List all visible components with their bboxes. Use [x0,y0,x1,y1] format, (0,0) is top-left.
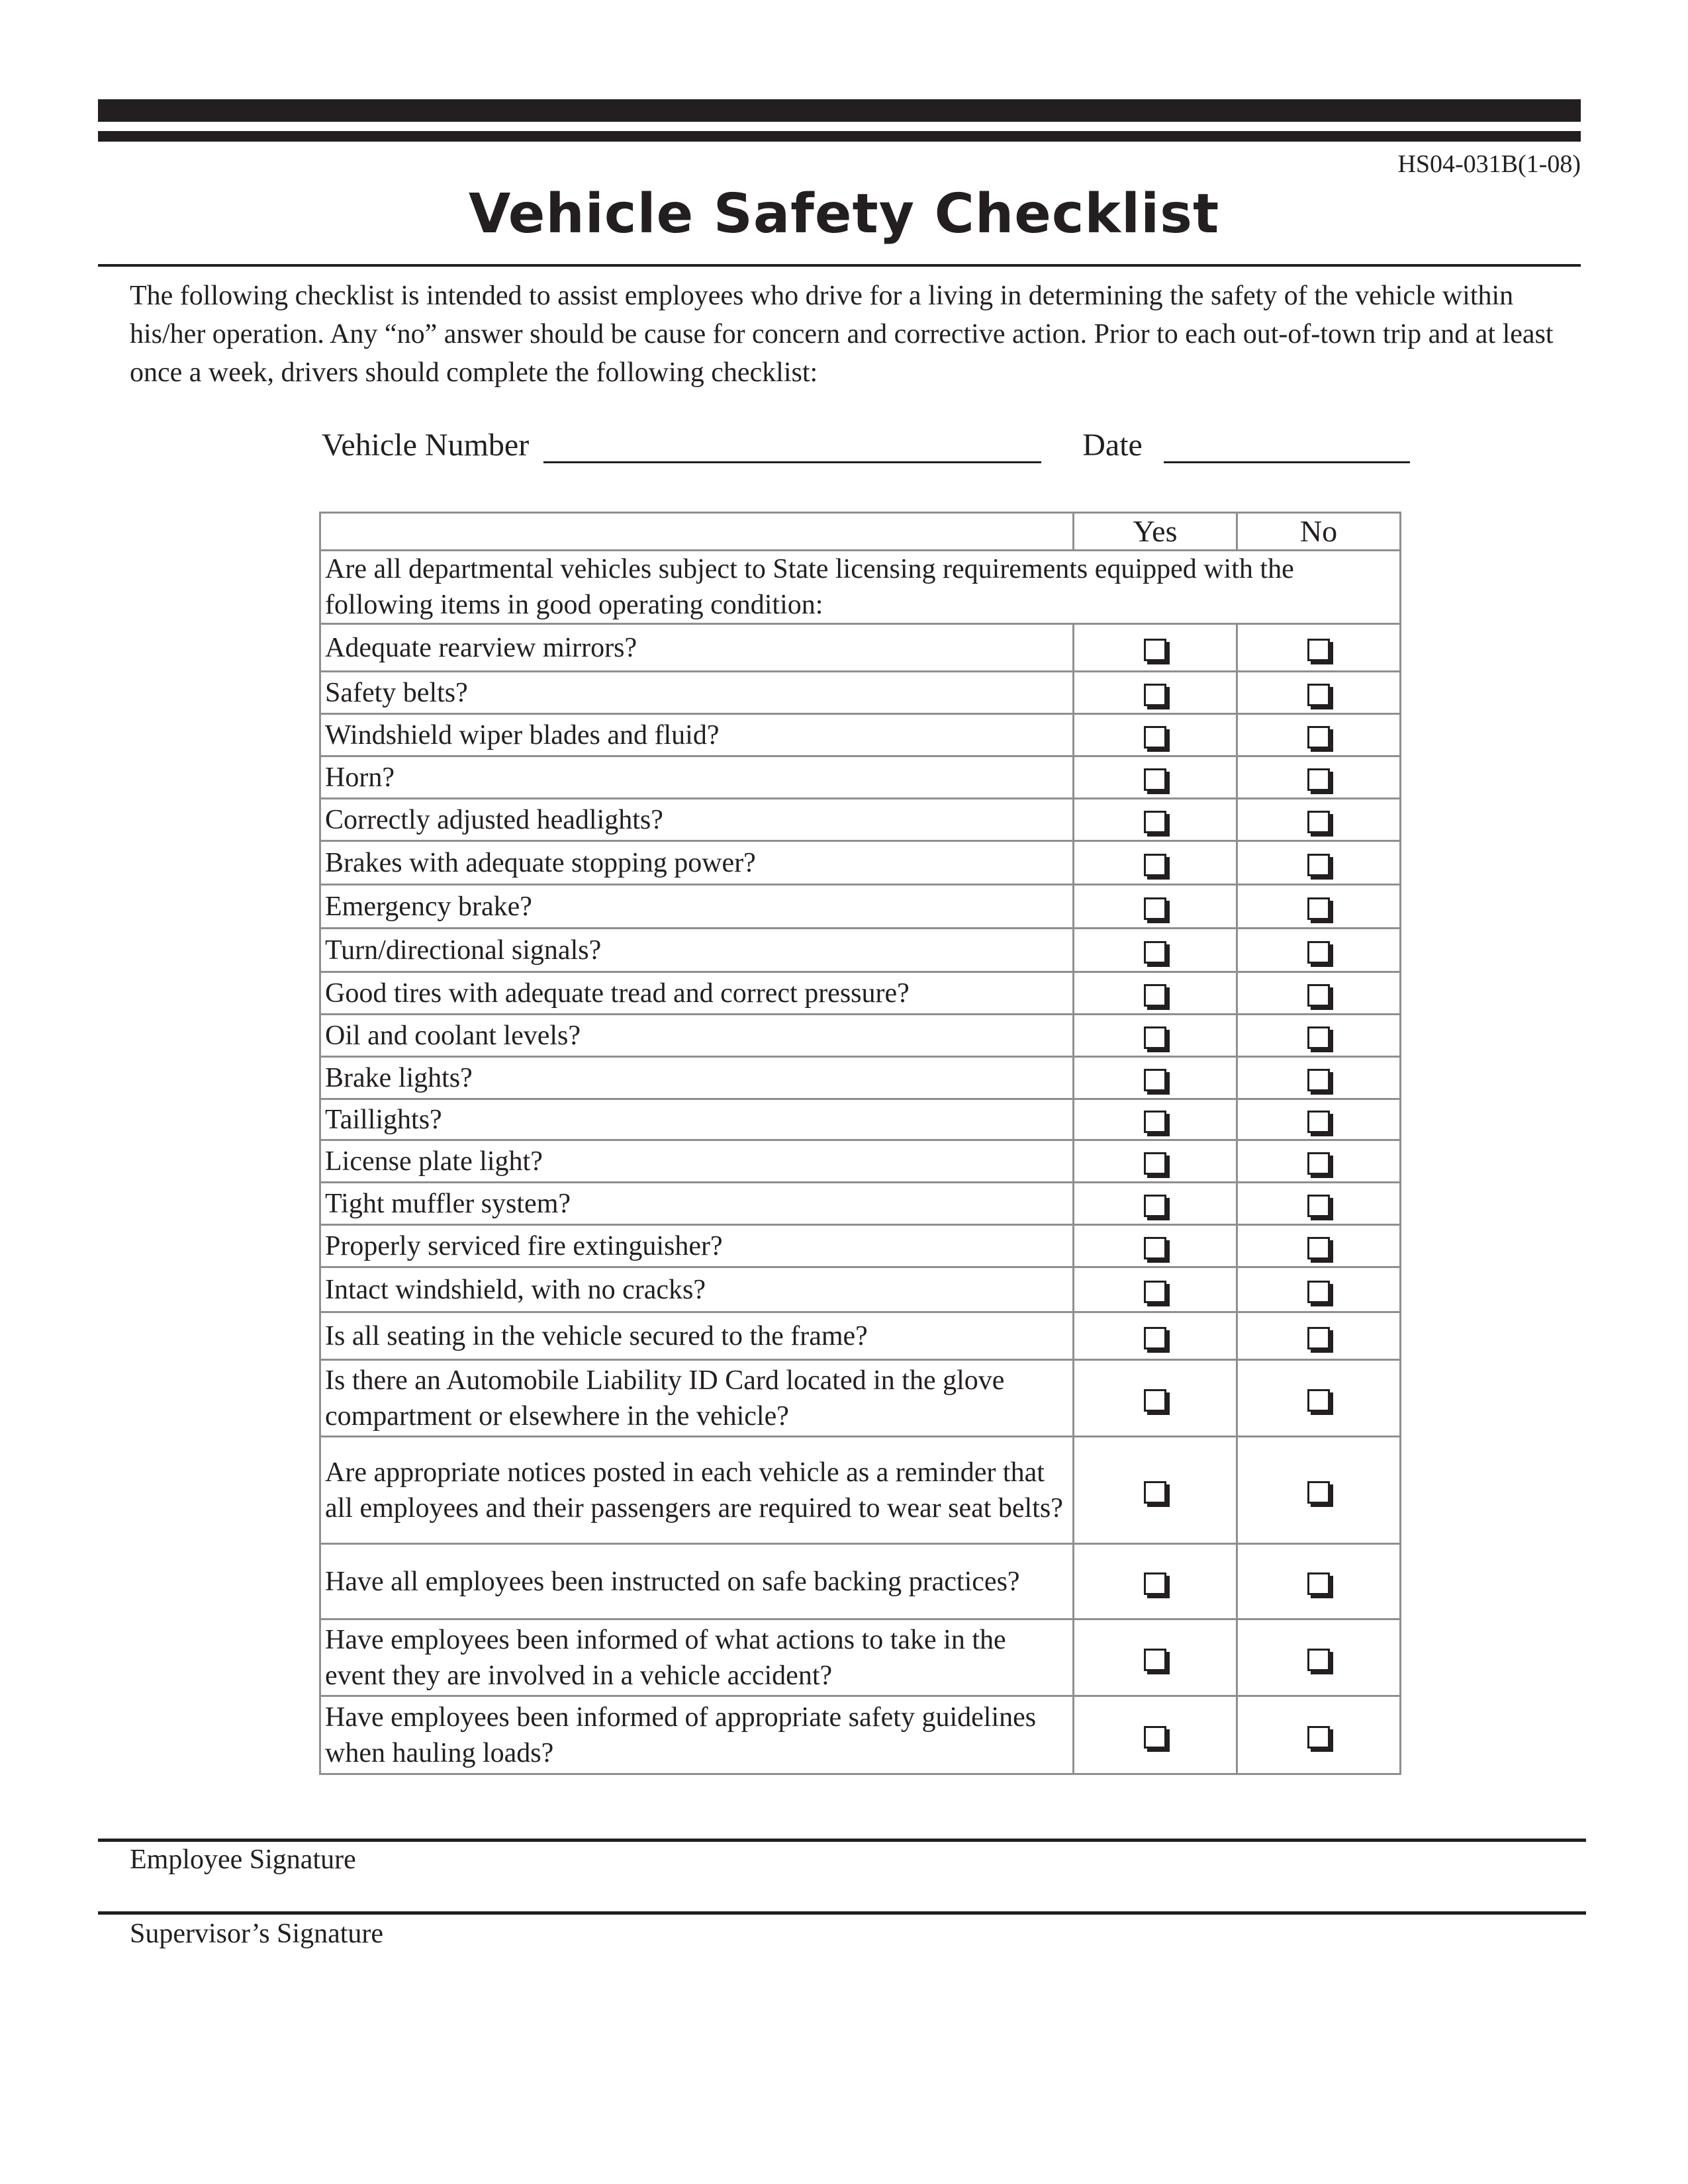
checklist-question: Adequate rearview mirrors? [320,624,1074,672]
title-rule [98,264,1581,267]
intro-text: The following checklist is intended to assist employees who drive for a living in determining the safety of the vehicle within his/her operation. Any “no” answer should be cause for concern and corrective action. Prior to each out-of-town trip and at least once a week, drivers should complete the following checklist: [130,281,1554,388]
checklist-question: Windshield wiper blades and fluid? [320,714,1074,756]
yes-checkbox[interactable] [1144,1572,1166,1595]
yes-cell [1074,756,1237,799]
vehicle-info-row [322,427,1410,463]
checklist-question: License plate light? [320,1140,1074,1183]
no-cell [1237,1437,1401,1544]
no-checkbox[interactable] [1307,1026,1330,1049]
no-cell [1237,1099,1401,1140]
no-cell [1237,1696,1401,1774]
checklist-row [320,972,1401,1015]
checklist-row [320,1437,1401,1544]
yes-checkbox[interactable] [1144,941,1166,964]
checklist-question: Have all employees been instructed on safe backing practices? [320,1544,1074,1619]
checklist-question: Have employees been informed of appropriate safety guidelines when hauling loads? [320,1696,1074,1774]
yes-checkbox[interactable] [1144,1281,1166,1303]
no-cell [1237,799,1401,841]
checklist-question: Properly serviced fire extinguisher? [320,1225,1074,1267]
checklist-question: Tight muffler system? [320,1183,1074,1225]
yes-cell [1074,1015,1237,1057]
no-cell [1237,1183,1401,1225]
supervisor-signature-line[interactable] [98,1911,1586,1915]
no-checkbox[interactable] [1307,1481,1330,1504]
no-cell [1237,1312,1401,1360]
yes-cell [1074,1099,1237,1140]
no-cell [1237,714,1401,756]
no-checkbox[interactable] [1307,1237,1330,1259]
no-checkbox[interactable] [1307,1281,1330,1303]
no-cell [1237,1360,1401,1437]
header-thin-rule [98,131,1581,142]
yes-checkbox[interactable] [1144,854,1166,876]
checklist-row [320,756,1401,799]
no-checkbox[interactable] [1307,941,1330,964]
yes-checkbox[interactable] [1144,1152,1166,1175]
checklist-question: Have employees been informed of what actions to take in the event they are involved in a vehicle accident? [320,1619,1074,1696]
yes-cell [1074,1183,1237,1225]
header-blank-cell [320,513,1074,551]
no-header: No [1237,513,1401,551]
checklist-question: Correctly adjusted headlights? [320,799,1074,841]
section-intro: Are all departmental vehicles subject to State licensing requirements equipped with the following items in good operating condition: [320,551,1401,624]
checklist-row [320,1183,1401,1225]
checklist-question: Taillights? [320,1099,1074,1140]
yes-checkbox[interactable] [1144,1327,1166,1349]
section-intro-row [320,551,1401,624]
checklist-question: Safety belts? [320,672,1074,714]
checklist-row [320,672,1401,714]
checklist-row [320,799,1401,841]
yes-cell [1074,714,1237,756]
checklist-row [320,714,1401,756]
yes-cell [1074,1140,1237,1183]
yes-checkbox[interactable] [1144,1649,1166,1671]
no-checkbox[interactable] [1307,1726,1330,1749]
no-checkbox[interactable] [1307,984,1330,1007]
yes-checkbox[interactable] [1144,639,1166,661]
no-cell [1237,972,1401,1015]
checklist-row [320,1099,1401,1140]
no-cell [1237,1544,1401,1619]
table-header-row [320,513,1401,551]
yes-cell [1074,1360,1237,1437]
yes-cell [1074,672,1237,714]
checklist-row [320,1360,1401,1437]
yes-checkbox[interactable] [1144,768,1166,791]
no-cell [1237,1267,1401,1312]
yes-checkbox[interactable] [1144,1726,1166,1749]
no-checkbox[interactable] [1307,639,1330,661]
checklist-row [320,1696,1401,1774]
yes-cell [1074,1437,1237,1544]
yes-cell [1074,799,1237,841]
checklist-row [320,1057,1401,1099]
checklist-row [320,624,1401,672]
no-checkbox[interactable] [1307,1195,1330,1217]
no-checkbox[interactable] [1307,811,1330,833]
checklist-row [320,1225,1401,1267]
no-cell [1237,1140,1401,1183]
date-label: Date [1082,428,1143,463]
supervisor-signature-label: Supervisor’s Signature [130,1919,384,1949]
yes-checkbox[interactable] [1144,897,1166,920]
no-cell [1237,1057,1401,1099]
date-field[interactable] [1164,431,1410,463]
checklist-question: Emergency brake? [320,885,1074,929]
yes-checkbox[interactable] [1144,1237,1166,1259]
checklist-question: Is there an Automobile Liability ID Card located in the glove compartment or elsewhere in the vehicle? [320,1360,1074,1437]
yes-checkbox[interactable] [1144,684,1166,706]
header-thick-rule [98,99,1581,122]
no-checkbox[interactable] [1307,1111,1330,1133]
yes-checkbox[interactable] [1144,1111,1166,1133]
no-cell [1237,672,1401,714]
yes-checkbox[interactable] [1144,1481,1166,1504]
checklist-row [320,1312,1401,1360]
checklist-question: Are appropriate notices posted in each vehicle as a reminder that all employees and their passengers are required to wear seat belts? [320,1437,1074,1544]
checklist-table [319,512,1401,1775]
checklist-question: Intact windshield, with no cracks? [320,1267,1074,1312]
no-checkbox[interactable] [1307,854,1330,876]
no-cell [1237,841,1401,885]
checklist-row [320,1267,1401,1312]
no-cell [1237,756,1401,799]
yes-cell [1074,1225,1237,1267]
checklist-question: Oil and coolant levels? [320,1015,1074,1057]
employee-signature-line[interactable] [98,1839,1586,1842]
employee-signature-label: Employee Signature [130,1844,356,1875]
yes-cell [1074,1544,1237,1619]
checklist-row [320,1015,1401,1057]
checklist-row [320,1140,1401,1183]
no-checkbox[interactable] [1307,897,1330,920]
yes-cell [1074,1267,1237,1312]
no-checkbox[interactable] [1307,1389,1330,1412]
no-cell [1237,885,1401,929]
intro-paragraph [130,277,1586,392]
no-cell [1237,1225,1401,1267]
yes-cell [1074,1312,1237,1360]
yes-cell [1074,1619,1237,1696]
yes-checkbox[interactable] [1144,1026,1166,1049]
vehicle-number-field[interactable] [543,431,1041,463]
yes-checkbox[interactable] [1144,726,1166,749]
no-checkbox[interactable] [1307,1069,1330,1091]
no-checkbox[interactable] [1307,726,1330,749]
no-checkbox[interactable] [1307,1152,1330,1175]
no-checkbox[interactable] [1307,768,1330,791]
checklist-question: Brakes with adequate stopping power? [320,841,1074,885]
yes-header: Yes [1074,513,1237,551]
no-checkbox[interactable] [1307,1327,1330,1349]
yes-cell [1074,885,1237,929]
yes-checkbox[interactable] [1144,1069,1166,1091]
yes-checkbox[interactable] [1144,1195,1166,1217]
yes-cell [1074,841,1237,885]
form-code: HS04-031B(1-08) [1397,150,1581,178]
checklist-question: Horn? [320,756,1074,799]
page-title: Vehicle Safety Checklist [468,183,1220,246]
no-checkbox[interactable] [1307,1572,1330,1595]
yes-checkbox[interactable] [1144,1389,1166,1412]
checklist-row [320,885,1401,929]
no-checkbox[interactable] [1307,1649,1330,1671]
no-cell [1237,624,1401,672]
yes-cell [1074,1057,1237,1099]
yes-checkbox[interactable] [1144,984,1166,1007]
no-cell [1237,1619,1401,1696]
checklist-row [320,929,1401,972]
yes-cell [1074,972,1237,1015]
checklist-row [320,841,1401,885]
no-cell [1237,1015,1401,1057]
vehicle-number-label: Vehicle Number [322,428,530,463]
checklist-row [320,1544,1401,1619]
checklist-row [320,1619,1401,1696]
no-checkbox[interactable] [1307,684,1330,706]
checklist-question: Good tires with adequate tread and correct pressure? [320,972,1074,1015]
yes-cell [1074,929,1237,972]
yes-cell [1074,624,1237,672]
yes-checkbox[interactable] [1144,811,1166,833]
checklist-question: Brake lights? [320,1057,1074,1099]
no-cell [1237,929,1401,972]
checklist-question: Is all seating in the vehicle secured to the frame? [320,1312,1074,1360]
yes-cell [1074,1696,1237,1774]
checklist-question: Turn/directional signals? [320,929,1074,972]
